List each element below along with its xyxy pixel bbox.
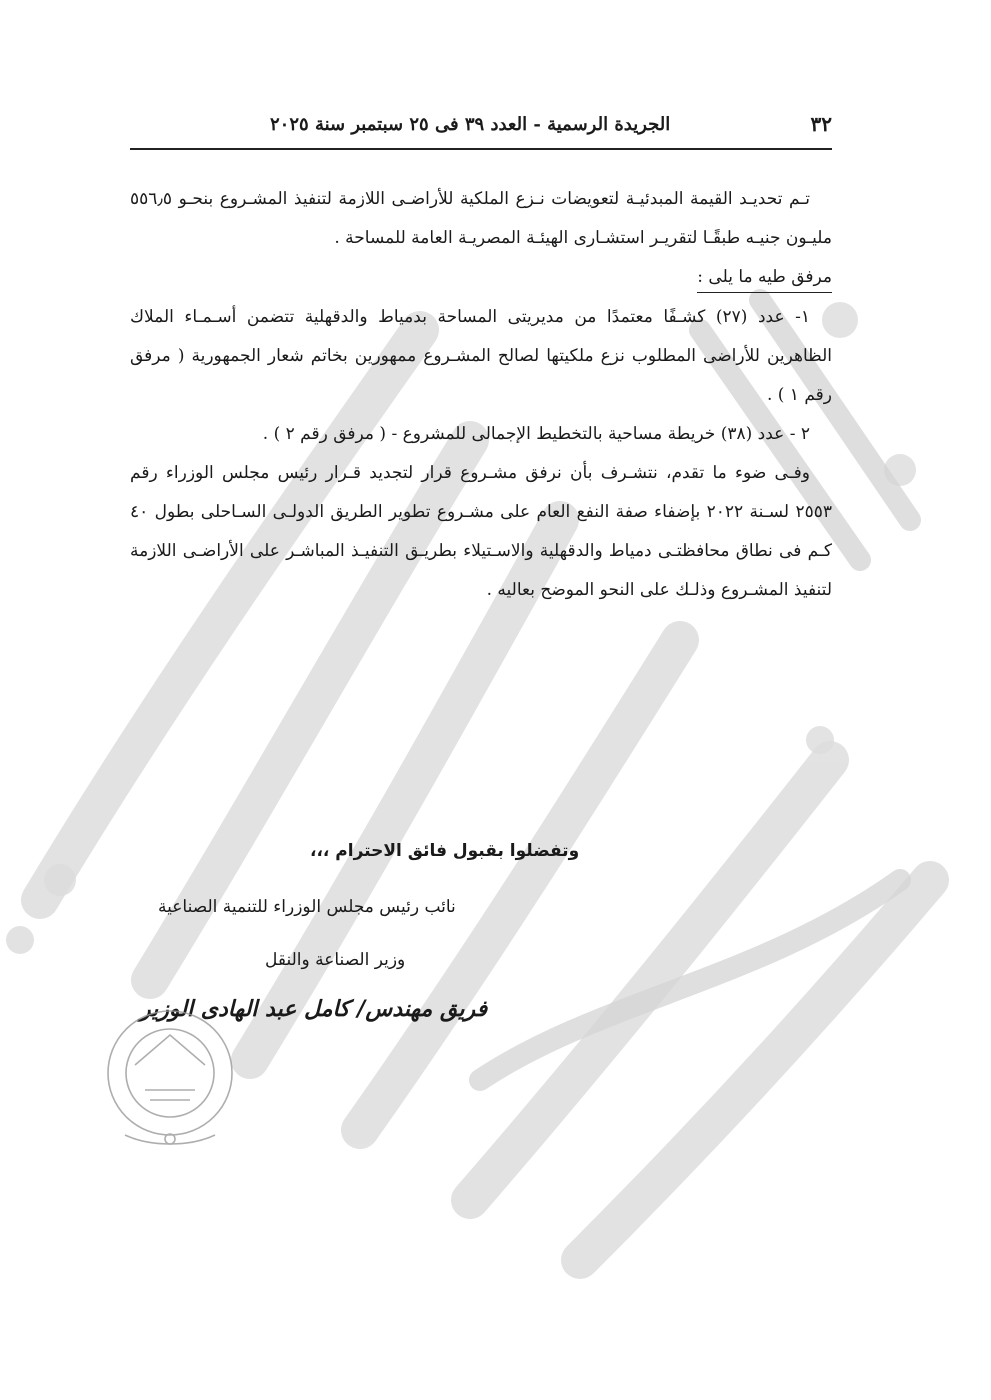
document-body xyxy=(130,180,832,610)
attachment-item-1: ١- عدد (٢٧) كشـفًا معتمدًا من مديريتى المساحة بدمياط والدقهلية تتضمن أسـمـاء الملاك الظاهرين للأراضى المطلوب نزع ملكيتها لصالح المشـروع ممهورين بخاتم شعار الجمهورية ( مرفق رقم ١ ) . xyxy=(130,307,832,405)
attachment-item-2: ٢ - عدد (٣٨) خريطة مساحية بالتخطيط الإجمالى للمشروع - ( مرفق رقم ٢ ) . xyxy=(262,424,810,444)
closing-salutation: وتفضلوا بقبول فائق الاحترام ،،، xyxy=(310,841,580,861)
page-number: ٣٢ xyxy=(810,112,832,136)
gazette-title: الجريدة الرسمية - العدد ٣٩ فى ٢٥ سبتمبر سنة ٢٠٢٥ xyxy=(270,114,671,135)
paragraph-decree: وفـى ضوء ما تقدم، نتشـرف بأن نرفق مشـروع قرار لتجديد قـرار رئيس مجلس الوزراء رقم ٢٥٥٣ لسـنة ٢٠٢٢ بإضفاء صفة النفع العام على مشـروع تطوير الطريق الدولـى السـاحلى بطول ٤٠ كـم فى نطاق محافظتـى دمياط والدقهلية والاسـتيلاء بطريـق التنفيـذ المباشـر على الأراضـى اللازمة لتنفيذ المشـروع وذلـك على النحو الموضح بعاليه . xyxy=(130,463,832,600)
paragraph-compensation: تـم تحديـد القيمة المبدئيـة لتعويضات نـزع الملكية للأراضـى اللازمة لتنفيذ المشـروع بنحـو ٥٥٦٫٥ مليـون جنيـه طبقًـا لتقريـر استشـارى الهيئـة المصريـة العامة للمساحة . xyxy=(130,189,832,248)
attachments-title: مرفق طيه ما يلى : xyxy=(697,262,832,293)
page-header xyxy=(130,112,832,150)
signatory-title-line-2: وزير الصناعة والنقل xyxy=(265,950,406,970)
signatory-title-line-1: نائب رئيس مجلس الوزراء للتنمية الصناعية xyxy=(158,897,456,917)
signatory-name: فريق مهندس/ كامل عبد الهادى الوزير xyxy=(140,997,488,1022)
